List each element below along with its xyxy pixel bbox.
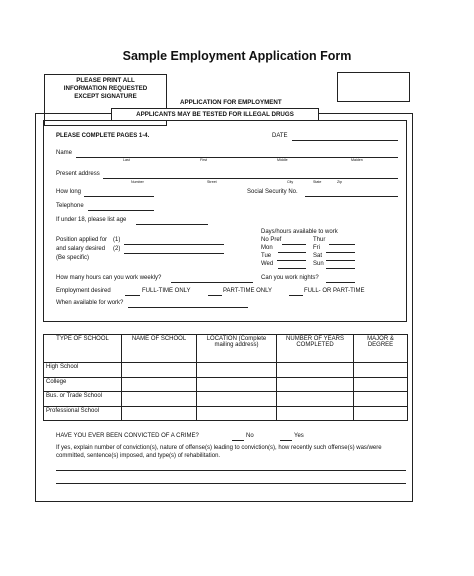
day-label: Sat <box>313 253 323 259</box>
name-label: Name <box>56 150 73 156</box>
how-long-field[interactable] <box>84 196 154 197</box>
ssn-field[interactable] <box>305 196 398 197</box>
day-label: Tue <box>261 253 272 259</box>
school-type-cell: Professional School <box>44 406 122 421</box>
date-label: DATE <box>272 133 288 139</box>
day-label: Thur <box>313 237 326 243</box>
school-type-cell: High School <box>44 363 122 378</box>
location-cell[interactable] <box>197 406 277 421</box>
education-header-row <box>44 335 408 363</box>
full-or-part-checkbox[interactable] <box>289 295 303 296</box>
day-label: Fri <box>313 245 320 251</box>
drug-test-banner: APPLICANTS MAY BE TESTED FOR ILLEGAL DRUGS <box>111 108 319 121</box>
how-long-label: How long <box>56 189 82 195</box>
nights-field[interactable] <box>326 282 355 283</box>
part-time-checkbox[interactable] <box>208 295 222 296</box>
years-cell[interactable] <box>277 392 354 407</box>
full-time-label: FULL-TIME ONLY <box>142 288 191 294</box>
name-part-label: Middle <box>277 158 288 162</box>
school-name-cell[interactable] <box>122 392 197 407</box>
be-specific-label: (Be specific) <box>56 255 90 261</box>
position-number: (1) <box>113 237 121 243</box>
when-available-label: When available for work? <box>56 300 124 306</box>
day-label: Sun <box>313 261 324 267</box>
crime-explain-field[interactable] <box>56 470 406 471</box>
column-header: NUMBER OF YEARS COMPLETED <box>277 335 354 363</box>
day-field[interactable] <box>278 252 306 253</box>
full-time-checkbox[interactable] <box>125 295 140 296</box>
school-type-cell: College <box>44 377 122 392</box>
day-field[interactable] <box>278 268 306 269</box>
day-label: Wed <box>261 261 274 267</box>
education-table <box>43 334 408 421</box>
position-field-1[interactable] <box>124 244 224 245</box>
day-field[interactable] <box>277 260 306 261</box>
notice-line: PLEASE PRINT ALL <box>76 77 135 84</box>
school-type-cell: Bus. or Trade School <box>44 392 122 407</box>
location-cell[interactable] <box>197 392 277 407</box>
name-part-label: First <box>200 158 207 162</box>
day-field[interactable] <box>326 260 355 261</box>
address-part-label: City <box>287 180 294 184</box>
school-name-cell[interactable] <box>122 377 197 392</box>
location-cell[interactable] <box>197 363 277 378</box>
years-cell[interactable] <box>277 363 354 378</box>
table-row <box>44 377 408 392</box>
name-part-label: Maiden <box>351 158 363 162</box>
table-row <box>44 363 408 378</box>
school-name-cell[interactable] <box>122 363 197 378</box>
complete-pages-note: PLEASE COMPLETE PAGES 1-4. <box>56 133 150 139</box>
degree-cell[interactable] <box>354 377 408 392</box>
years-cell[interactable] <box>277 406 354 421</box>
crime-question: HAVE YOU EVER BEEN CONVICTED OF A CRIME? <box>56 433 199 439</box>
degree-cell[interactable] <box>354 363 408 378</box>
notice-line: EXCEPT SIGNATURE <box>74 93 137 100</box>
position-label: Position applied for <box>56 237 108 243</box>
school-name-cell[interactable] <box>122 406 197 421</box>
degree-cell[interactable] <box>354 406 408 421</box>
ssn-label: Social Security No. <box>247 189 298 195</box>
day-label: No Pref <box>261 237 282 243</box>
day-field[interactable] <box>326 252 355 253</box>
address-part-label: Street <box>207 180 217 184</box>
day-field[interactable] <box>329 244 355 245</box>
day-label: Mon <box>261 245 273 251</box>
salary-label: and salary desired <box>56 246 106 252</box>
location-cell[interactable] <box>197 377 277 392</box>
column-header: MAJOR & DEGREE <box>354 335 408 363</box>
crime-yes-label: Yes <box>294 433 304 439</box>
employment-desired-label: Employment desired <box>56 288 111 294</box>
years-cell[interactable] <box>277 377 354 392</box>
age-field[interactable] <box>136 224 208 225</box>
hours-weekly-label: How many hours can you work weekly? <box>56 275 162 281</box>
address-part-label: State <box>313 180 322 184</box>
hours-weekly-field[interactable] <box>171 282 253 283</box>
form-title: Sample Employment Application Form <box>122 49 352 63</box>
present-address-label: Present address <box>56 171 100 177</box>
application-for-employment-heading: APPLICATION FOR EMPLOYMENT <box>180 99 282 106</box>
part-time-label: PART-TIME ONLY <box>223 288 273 294</box>
days-hours-label: Days/hours available to work <box>261 229 338 235</box>
telephone-label: Telephone <box>56 203 84 209</box>
address-part-label: Number <box>131 180 144 184</box>
present-address-field[interactable] <box>103 178 398 179</box>
degree-cell[interactable] <box>354 392 408 407</box>
crime-explain-field[interactable] <box>56 483 406 484</box>
office-use-box <box>337 72 410 102</box>
crime-no-checkbox[interactable] <box>232 440 244 441</box>
telephone-field[interactable] <box>88 210 154 211</box>
full-or-part-label: FULL- OR PART-TIME <box>304 288 365 294</box>
crime-yes-checkbox[interactable] <box>280 440 292 441</box>
name-part-label: Last <box>123 158 130 162</box>
column-header: NAME OF SCHOOL <box>122 335 197 363</box>
position-field-2[interactable] <box>124 253 224 254</box>
when-available-field[interactable] <box>128 307 248 308</box>
crime-no-label: No <box>246 433 254 439</box>
table-row <box>44 392 408 407</box>
date-field[interactable] <box>292 140 398 141</box>
column-header: TYPE OF SCHOOL <box>44 335 122 363</box>
day-field[interactable] <box>282 244 306 245</box>
under-18-label: If under 18, please list age <box>56 217 127 223</box>
column-header: LOCATION (Complete mailing address) <box>197 335 277 363</box>
crime-explain-text: If yes, explain number of conviction(s), nature of offense(s) leading to conviction(s), how recently such offense(s) was/were committed, sentence(s) imposed, and type(s) of rehabilitation. <box>56 445 382 459</box>
address-part-label: Zip <box>337 180 342 184</box>
position-number: (2) <box>113 246 121 252</box>
table-row <box>44 406 408 421</box>
nights-label: Can you work nights? <box>261 275 319 281</box>
notice-line: INFORMATION REQUESTED <box>63 85 148 92</box>
day-field[interactable] <box>326 268 355 269</box>
